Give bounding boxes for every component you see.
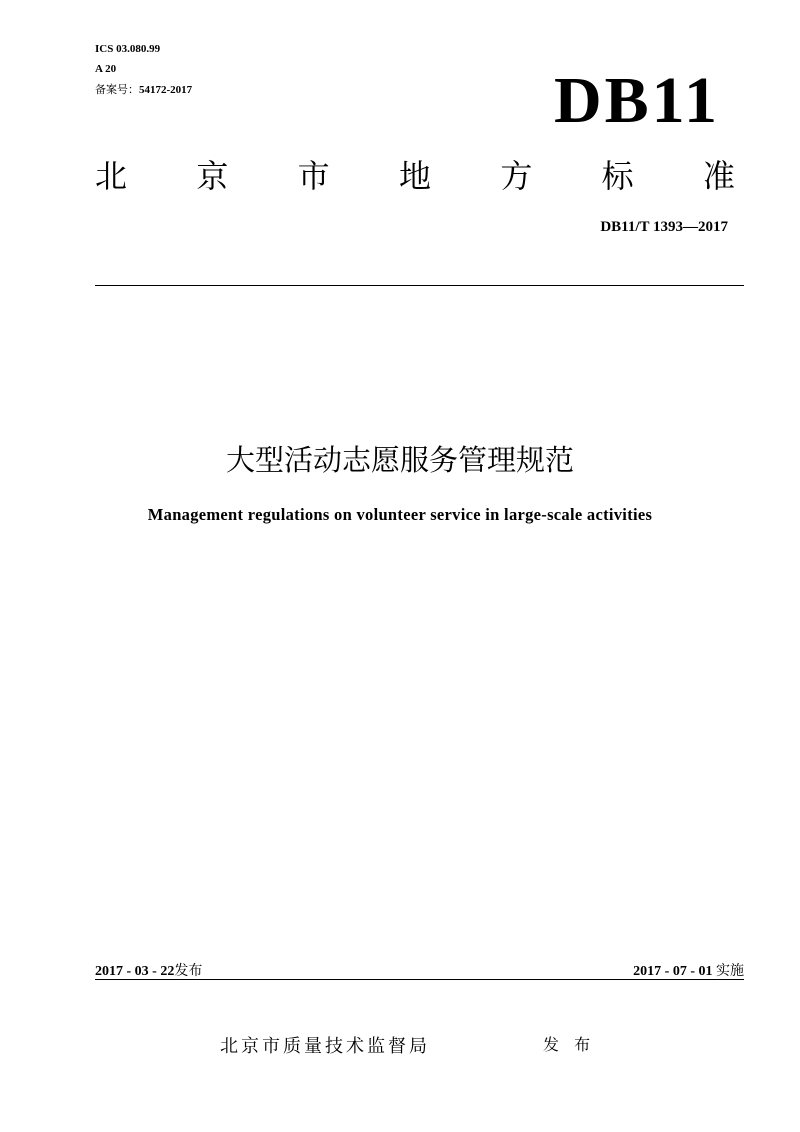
category-char: 市 xyxy=(297,157,330,195)
record-number-line xyxy=(95,83,192,97)
category-char: 标 xyxy=(601,157,634,195)
issue-label: 发布 xyxy=(174,963,203,979)
title-chinese: 大型活动志愿服务管理规范 xyxy=(225,443,574,477)
title-english: Management regulations on volunteer service in large-scale activities xyxy=(147,505,653,524)
standard-number: DB11/T 1393—2017 xyxy=(600,219,728,235)
ccs-code: A 20 xyxy=(95,63,117,75)
standard-category xyxy=(95,158,735,194)
implement-date-line xyxy=(633,960,744,980)
top-divider xyxy=(95,285,744,286)
issuing-authority: 北京市质量技术监督局 xyxy=(220,1036,430,1057)
category-char: 方 xyxy=(500,157,533,195)
issue-date-line xyxy=(95,960,202,980)
issue-word: 发 布 xyxy=(543,1035,596,1054)
bottom-divider xyxy=(95,979,744,980)
category-char: 北 xyxy=(95,157,128,195)
category-char: 京 xyxy=(196,157,229,195)
implement-date: 2017 - 07 - 01 xyxy=(633,964,713,979)
ics-code: ICS 03.080.99 xyxy=(95,43,161,55)
record-label: 备案号： xyxy=(95,83,139,96)
db-code: DB11 xyxy=(553,64,720,137)
implement-label: 实施 xyxy=(716,963,744,979)
record-number: 54172-2017 xyxy=(139,84,193,96)
category-char: 准 xyxy=(702,157,735,195)
issue-date: 2017 - 03 - 22 xyxy=(95,964,175,979)
category-char: 地 xyxy=(398,157,431,195)
